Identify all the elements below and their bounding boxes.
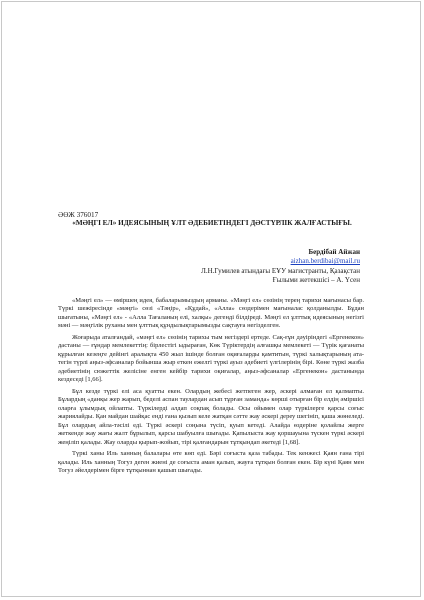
article-title: «МӘҢГІ ЕЛ» ИДЕЯСЫНЫҢ ҰЛТ ӘДЕБИЕТІНДЕГІ ДӘСТҮРЛІК ЖАЛҒАСТЫҒЫ. [72, 219, 352, 227]
author-name: Бердібай Айжан [308, 248, 360, 256]
author-block [70, 248, 360, 286]
author-affiliation: Л.Н.Гумилев атындағы ЕҰУ магистранты, Қазақстан [201, 266, 360, 275]
article-body [58, 297, 364, 479]
paragraph: Бұл кезде түркі елі аса қуатты екен. Олардың жебесі жетпеген жер, әскері алмаған ел қалмапты. Бұлардың «данқы жер жарып, беделі аспан таулардан асып тұрған заманда» көрші отырған бір елдің әміршісі оларға ұлымдық ойлапты. Түркілерді алдап соқпақ болады. Осы ойымен олар түркілерге қарсы соғыс жариялайды. Қан майдан шайқас енді ғана қызып келе жатқан сәтте жау әскері дереу шегініп, қаша жөнеледі. Бұл олардың айла-тәсілі еді. Түркі әскері соңына түсіп, қуып кетеді. Алайда өздеріне қолайлы жерге жеткенде жау жағы жалт бұрылып, қарсы шабуылға шығады. Қапылыста жау қоршауына түскен түркі әскері жеңіліп қалады. Жау оларды қырып-жойып, тірі қалғандарын тұтқындап әкетеді [1,68]. [58, 387, 364, 446]
paragraph: Түркі ханы Иль ханның балалары өте көп еді. Бәрі соғыста қаза табады. Тек кенжесі Қаян ғана тірі қалады. Иль ханның Тогуз деген жиені де соғыста аман қалып, жауға тұтқын болған екен. Бір күні Қаян мен Тогуз әйелдерімен бірге тұтқыннан қашып шығады. [58, 450, 364, 475]
paragraph: Жоғарыда аталғандай, «мәңгі ел» сөзінің тарихы тым негіздері ертеде. Сақ-ғұн дәуіріндегі «Ергенекон» дастаны — ғұндар мемлекеттің: бірлестігі ыдыраған, Көк Түріктердің алғашқы мемлекеті — Түрік қағанаты құрылған кезеңге дейінгі аралықта 450 жыл ішінде болған оқиғаларды қамтитын, түркі халықтарының ата-тегін түрлі аңыз-әфсаналар бойынша жыр еткен ежелгі түркі ауыз әдебиеті үлгілерінің бірі. Көне түркі жазба әдебиетінің сюжеттік желісіне енген кейбір тарихи оқиғалар, аңыз-әфсаналар «Ергенекон» дастанында кездеседі [1,66]. [58, 334, 364, 384]
paragraph: «Мәңгі ел» — өміршең идея, бабаларымыздың арманы. «Мәңгі ел» сөзінің терең тарихи мағынасы бар. Түркі шежіресінде «мәңгі» сөзі «Тәңір», «Құдай», «Алла» сөздерімен мағыналас қолданылды. Бұдан шығатыны, «Мәңгі ел» - «Алла Тағаланың елі, халқы» дегенді білдіреді. Мәңгі ел ұлттық идеясының негізгі мәні — мәңгілік руханы мен ұлттық құндылықтарымызды сақтауға негізделген. [58, 297, 364, 330]
udk-code: ӘӨЖ 376017 [58, 211, 99, 219]
author-email-link[interactable]: aizhan.berdibai@mail.ru [290, 257, 360, 266]
supervisor: Ғылыми жетекшісі – А. Үсен [272, 276, 360, 285]
